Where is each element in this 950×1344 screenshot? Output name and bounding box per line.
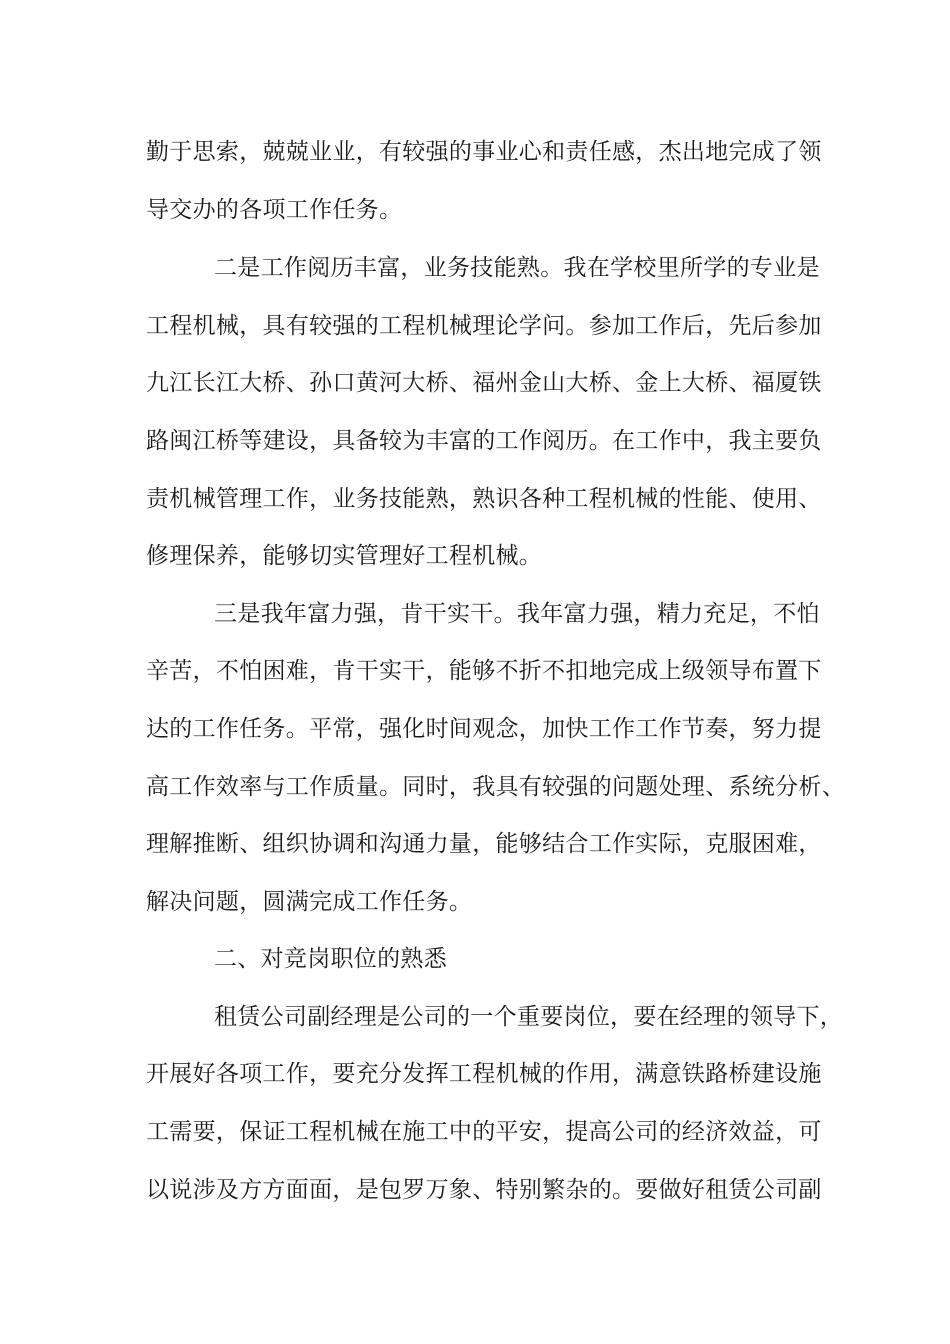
paragraph-start: 三是我年富力强，肯干实干。我年富力强，精力充足，不怕 bbox=[214, 601, 820, 627]
text-line: 九江长江大桥、孙口黄河大桥、福州金山大桥、金上大桥、福厦铁 bbox=[146, 370, 822, 396]
text-line: 工需要，保证工程机械在施工中的平安，提高公司的经济效益，可 bbox=[146, 1119, 822, 1145]
section-heading: 二、对竞岗职位的熟悉 bbox=[214, 946, 447, 972]
text-line: 工程机械，具有较强的工程机械理论学问。参加工作后，先后参加 bbox=[146, 313, 822, 339]
text-line: 以说涉及方方面面，是包罗万象、特别繁杂的。要做好租赁公司副 bbox=[146, 1177, 822, 1203]
paragraph-start: 租赁公司副经理是公司的一个重要岗位，要在经理的领导下， bbox=[214, 1004, 844, 1030]
text-line: 修理保养，能够切实管理好工程机械。 bbox=[146, 543, 543, 569]
text-line: 达的工作任务。平常，强化时间观念，加快工作工作节奏，努力提 bbox=[146, 716, 822, 742]
text-line: 开展好各项工作，要充分发挥工程机械的作用，满意铁路桥建设施 bbox=[146, 1061, 822, 1087]
text-line: 理解推断、组织协调和沟通力量，能够结合工作实际，克服困难， bbox=[146, 831, 822, 857]
text-line: 辛苦，不怕困难，肯干实干，能够不折不扣地完成上级领导布置下 bbox=[146, 658, 822, 684]
paragraph-start: 二是工作阅历丰富，业务技能熟。我在学校里所学的专业是 bbox=[214, 255, 820, 281]
text-line: 高工作效率与工作质量。同时，我具有较强的问题处理、系统分析、 bbox=[146, 774, 845, 800]
text-line: 路闽江桥等建设，具备较为丰富的工作阅历。在工作中，我主要负 bbox=[146, 428, 822, 454]
text-line: 导交办的各项工作任务。 bbox=[146, 197, 403, 223]
text-line: 解决问题，圆满完成工作任务。 bbox=[146, 889, 473, 915]
text-line: 责机械管理工作，业务技能熟，熟识各种工程机械的性能、使用、 bbox=[146, 486, 822, 512]
text-line: 勤于思索，兢兢业业，有较强的事业心和责任感，杰出地完成了领 bbox=[146, 139, 822, 165]
